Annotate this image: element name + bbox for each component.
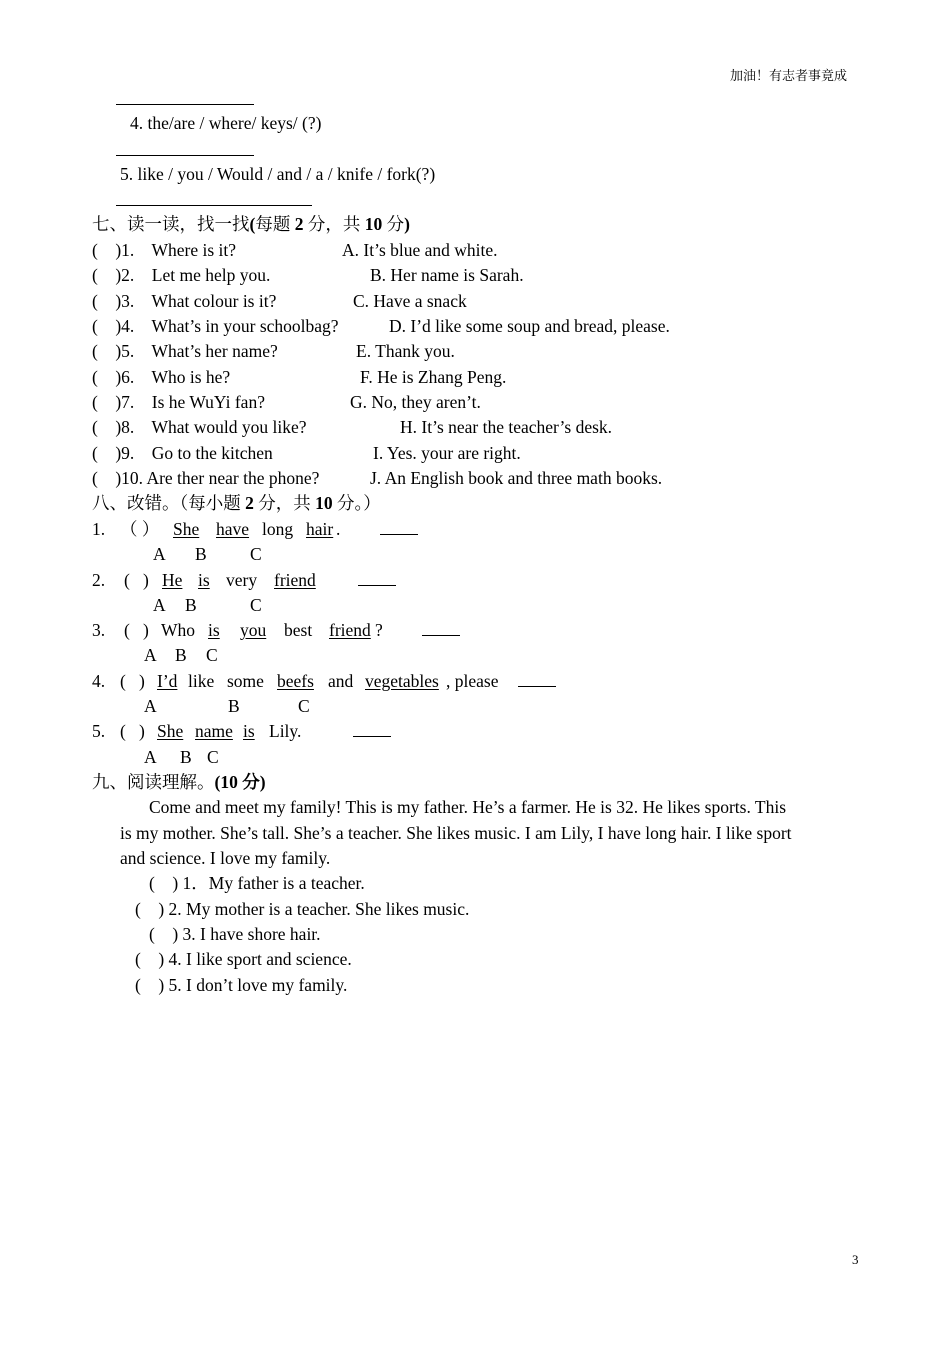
- option-letter: B: [175, 645, 187, 665]
- match-answer: F. He is Zhang Peng.: [360, 367, 507, 387]
- error-item-number: 1.: [92, 519, 106, 539]
- match-answer: D. I’d like some soup and bread, please.: [389, 316, 670, 336]
- answer-line: [116, 104, 254, 105]
- option-letter: B: [180, 747, 192, 767]
- match-answer: J. An English book and three math books.: [370, 468, 663, 488]
- option-letter: C: [207, 747, 219, 767]
- error-word-c: friend: [274, 570, 316, 590]
- error-word-a: He: [162, 570, 183, 590]
- page-number: 3: [852, 1252, 859, 1267]
- tf-question: ( ) 3. I have shore hair.: [149, 924, 321, 944]
- tf-question: ( ) 1．My father is a teacher.: [149, 873, 365, 893]
- answer-paren: ( ): [124, 570, 149, 590]
- section-8-title: 八、改错。（每小题 2 分，共 10 分。）: [92, 493, 381, 513]
- sentence-word: like: [188, 671, 215, 691]
- option-letter: A: [144, 747, 157, 767]
- option-letter: B: [195, 544, 207, 564]
- sentence-word: ?: [375, 620, 383, 640]
- answer-paren: ( ): [120, 721, 145, 741]
- error-item-number: 3.: [92, 620, 106, 640]
- sentence-word: long: [262, 519, 294, 539]
- sentence-word: best: [284, 620, 313, 640]
- match-question: ( )2. Let me help you.: [92, 265, 271, 285]
- passage-line: and science. I love my family.: [120, 848, 331, 868]
- error-item-number: 5.: [92, 721, 106, 741]
- passage-line: Come and meet my family! This is my father. He’s a farmer. He is 32. He likes sports. This: [149, 797, 787, 817]
- option-letter: B: [185, 595, 197, 615]
- match-answer: E. Thank you.: [356, 341, 455, 361]
- error-word-b: you: [240, 620, 267, 640]
- answer-paren: ( ): [124, 620, 149, 640]
- tf-question: ( ) 2. My mother is a teacher. She likes music.: [135, 899, 470, 919]
- sentence-word: Who: [161, 620, 196, 640]
- section-9-title: 九、阅读理解。(10 分): [92, 772, 266, 792]
- reorder-question-5: 5. like / you / Would / and / a / knife / fork(?): [120, 164, 436, 184]
- match-question: ( )8. What would you like?: [92, 417, 307, 437]
- correction-blank[interactable]: [358, 570, 396, 590]
- option-letter: A: [153, 544, 166, 564]
- error-word-b: name: [195, 721, 233, 741]
- match-answer: G. No, they aren’t.: [350, 392, 481, 412]
- match-question: ( )9. Go to the kitchen: [92, 443, 273, 463]
- option-letter: A: [144, 696, 157, 716]
- error-word-c: hair: [306, 519, 334, 539]
- error-word-a: is: [208, 620, 220, 640]
- section-7-title: 七、读一读，找一找(每题 2 分，共 10 分): [92, 214, 410, 234]
- answer-paren: （ ）: [120, 519, 160, 539]
- error-word-a: I’d: [157, 671, 178, 691]
- passage-line: is my mother. She’s tall. She’s a teacher. She likes music. I am Lily, I have long hair. I like sport: [120, 823, 792, 843]
- answer-line: [116, 155, 254, 156]
- sentence-word: .: [336, 519, 341, 539]
- page-header: 加油！有志者事竟成: [730, 68, 848, 83]
- error-item-number: 2.: [92, 570, 106, 590]
- option-letter: C: [298, 696, 310, 716]
- match-answer: I. Yes. your are right.: [373, 443, 521, 463]
- match-question: ( )7. Is he WuYi fan?: [92, 392, 265, 412]
- correction-blank[interactable]: [353, 721, 391, 741]
- error-item-number: 4.: [92, 671, 106, 691]
- correction-blank[interactable]: [422, 620, 460, 640]
- error-word-b: is: [198, 570, 210, 590]
- answer-paren: ( ): [120, 671, 145, 691]
- sentence-word: some: [227, 671, 264, 691]
- tf-question: ( ) 4. I like sport and science.: [135, 949, 352, 969]
- match-answer: C. Have a snack: [353, 291, 467, 311]
- error-word-a: She: [157, 721, 184, 741]
- match-answer: B. Her name is Sarah.: [370, 265, 524, 285]
- sentence-word: Lily.: [269, 721, 302, 741]
- option-letter: A: [144, 645, 157, 665]
- match-question: ( )4. What’s in your schoolbag?: [92, 316, 339, 336]
- sentence-word: and: [328, 671, 354, 691]
- match-question: ( )10. Are ther near the phone?: [92, 468, 320, 488]
- error-word-b: beefs: [277, 671, 314, 691]
- error-word-c: friend: [329, 620, 371, 640]
- sentence-word: , please: [446, 671, 499, 691]
- error-word-c: vegetables: [365, 671, 439, 691]
- match-answer: H. It’s near the teacher’s desk.: [400, 417, 613, 437]
- error-word-b: have: [216, 519, 250, 539]
- option-letter: A: [153, 595, 166, 615]
- match-question: ( )5. What’s her name?: [92, 341, 278, 361]
- sentence-word: very: [226, 570, 258, 590]
- error-word-c: is: [243, 721, 255, 741]
- match-answer: A. It’s blue and white.: [342, 240, 498, 260]
- error-word-a: She: [173, 519, 200, 539]
- match-question: ( )1. Where is it?: [92, 240, 237, 260]
- answer-line: [116, 205, 312, 206]
- correction-blank[interactable]: [518, 671, 556, 691]
- correction-blank[interactable]: [380, 519, 418, 539]
- match-question: ( )3. What colour is it?: [92, 291, 277, 311]
- option-letter: B: [228, 696, 240, 716]
- option-letter: C: [206, 645, 218, 665]
- option-letter: C: [250, 595, 262, 615]
- match-question: ( )6. Who is he?: [92, 367, 231, 387]
- tf-question: ( ) 5. I don’t love my family.: [135, 975, 348, 995]
- reorder-question-4: 4. the/are / where/ keys/ (?): [130, 113, 322, 133]
- option-letter: C: [250, 544, 262, 564]
